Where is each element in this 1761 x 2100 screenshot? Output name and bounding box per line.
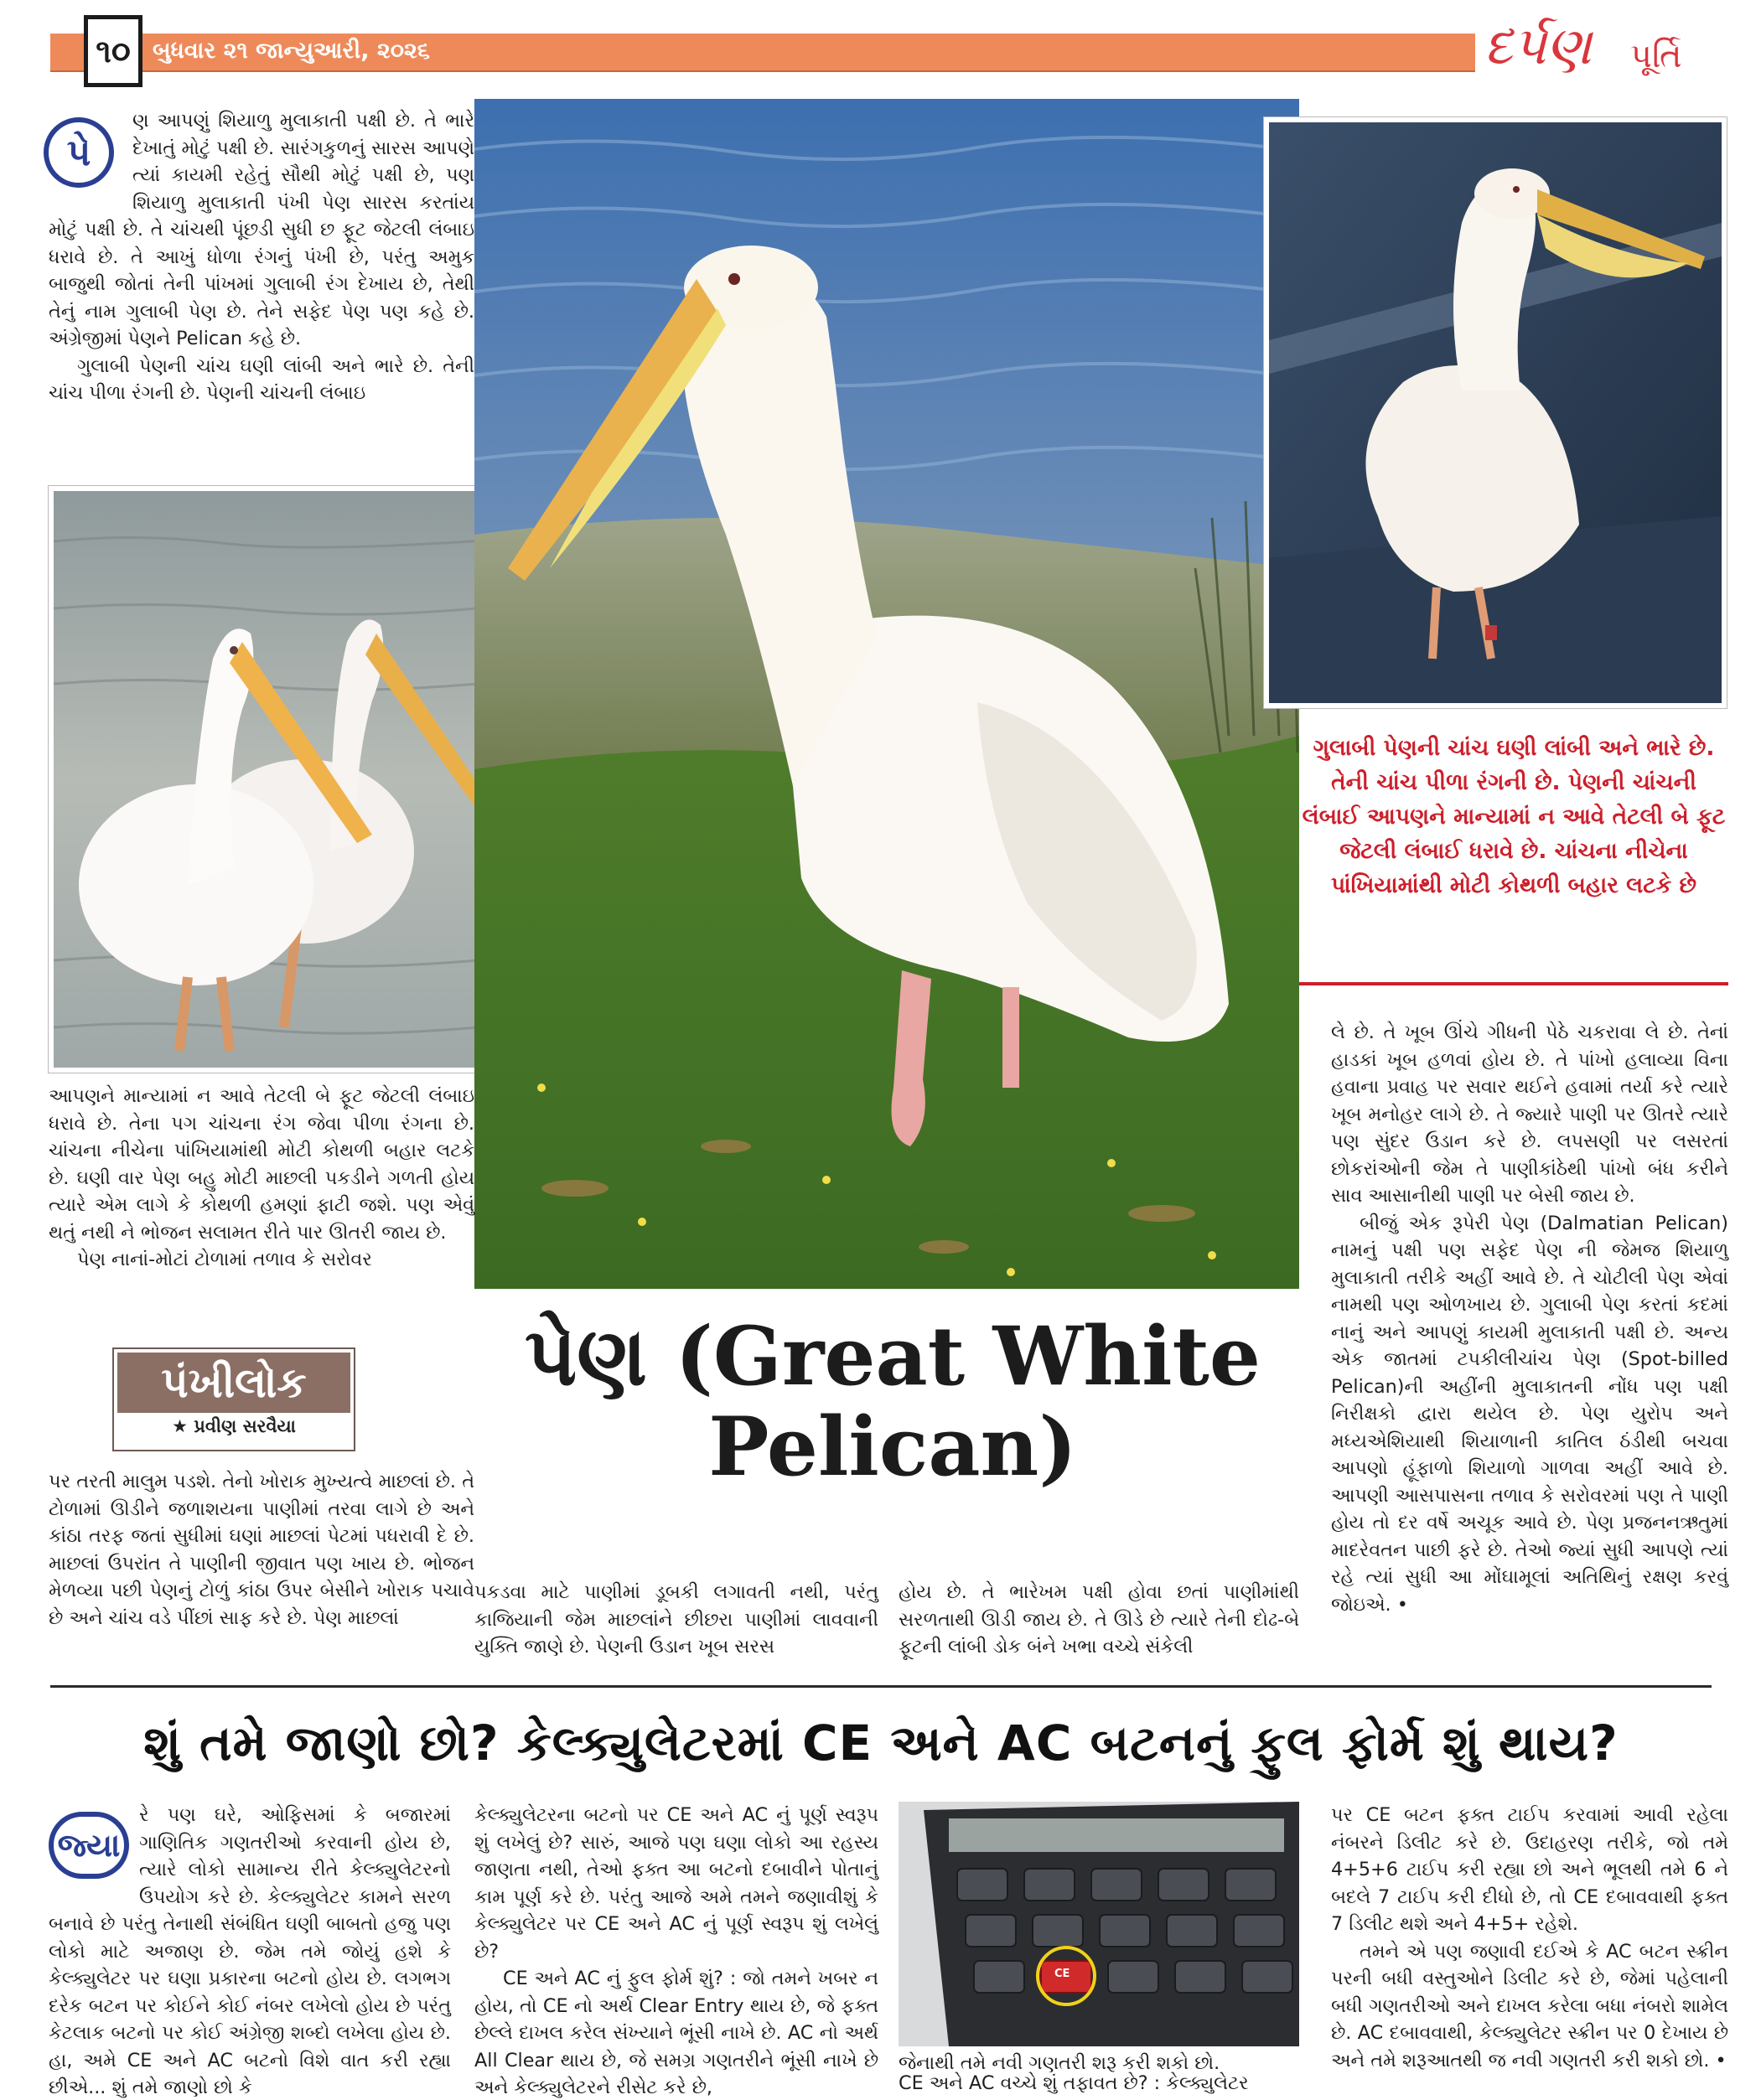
paragraph: ગુલાબી પેણની ચાંચ ઘણી લાંબી અને ભારે છે. તેની ચાંચ પીળા રંગની છે. પેણની ચાંચની લંબાઇ xyxy=(49,354,474,404)
paragraph: પકડવા માટે પાણીમાં ડૂબકી લગાવતી નથી, પરંતુ કાજિયાની જેમ માછલાંને છીછરા પાણીમાં લાવવાની યુક્તિ જાણે છે. પેણની ઉડાન ખૂબ સરસ xyxy=(474,1581,878,1658)
photo-two-pelicans xyxy=(49,486,501,1073)
paragraph: રે પણ ઘરે, ઓફિસમાં કે બજારમાં ગાણિતિક ગણતરીઓ કરવાની હોય છે, ત્યારે લોકો સામાન્ય રીતે કેલ્ક્યુલેટરનો ઉપયોગ કરે છે. કેલ્ક્યુલેટર કામને સરળ બનાવે છે પરંતુ તેનાથી સંબંધિત ઘણી બાબતો હજુ પણ લોકો માટે અજાણ છે. જેમ તમે જોયું હશે કે કેલ્ક્યુલેટર પર ઘણા પ્રકારના બટનો હોય છે. લગભગ દરેક બટન પર કોઈને કોઈ નંબર લખેલો હોય છે પરંતુ કેટલાક બટનો પર કોઈ અંગ્રેજી શબ્દો લખેલા હોય છે. હા, અમે CE અને AC બટનો વિશે વાત કરી રહ્યા છીએ... શું તમે જાણો છો કે xyxy=(49,1804,451,2098)
photo-main-pelican xyxy=(474,99,1299,1289)
photo-calculator xyxy=(899,1802,1299,2046)
title-line-1: પેણ (Great White xyxy=(525,1309,1261,1404)
paragraph: કેલ્ક્યુલેટરના બટનો પર CE અને AC નું પૂર્ણ સ્વરૂપ શું લખેલું છે? સારું, આજે પણ ઘણા લોકો આ રહસ્ય જાણતા નથી, તેઓ ફક્ત આ બટનો દબાવીને પોતાનું કામ પૂર્ણ કરે છે. પરંતુ આજે અમે તમને જણાવીશું કે કેલ્ક્યુલેટર પર CE અને AC નું પૂર્ણ સ્વરૂપ શું લખેલું છે? xyxy=(474,1804,878,1963)
calculator-col3-subhead xyxy=(899,2070,1299,2097)
page-number: ૧૦ xyxy=(84,15,142,87)
paragraph: હોય છે. તે ભારેખમ પક્ષી હોવા છતાં પાણીમાંથી સરળતાથી ઊડી જાય છે. તે ઊડે છે ત્યારે તેની દોઢ-બે ફૂટની લાંબી ડોક બંને ખભા વચ્ચે સંકેલી xyxy=(899,1581,1299,1658)
article-dropcap: પે xyxy=(44,117,114,188)
pull-quote-rule xyxy=(1299,982,1728,985)
author-byline: ★ પ્રવીણ સરવૈયા xyxy=(172,1416,296,1436)
calculator-key-label: CE xyxy=(1054,1968,1070,1980)
calculator-col2 xyxy=(474,1802,878,2100)
article-title xyxy=(474,1311,1312,1492)
paragraph: આપણને માન્યામાં ન આવે તેટલી બે ફૂટ જેટલી લંબાઇ ધરાવે છે. તેના પગ ચાંચના રંગ જેવા પીળા રંગના છે. ચાંચના નીચેના પાંખિયામાંથી મોટી કોથળી બહાર લટકે છે. ઘણી વાર પેણ બહુ મોટી માછલી પકડીને ગળતી હોય ત્યારે એમ લાગે કે કોથળી હમણાં ફાટી જશે. પણ એવું થતું નથી ને ભોજન સલામત રીતે પાર ઊતરી જાય છે. xyxy=(49,1085,474,1244)
paragraph: CE અને AC વચ્ચે શું તફાવત છે? : કેલ્ક્યુલેટર xyxy=(899,2072,1249,2094)
brand-subtitle: પૂર્તિ xyxy=(1630,37,1682,75)
paragraph: પેણ નાનાં-મોટાં ટોળામાં તળાવ કે સરોવર xyxy=(77,1249,372,1270)
calculator-col4 xyxy=(1331,1802,1728,2074)
calculator-headline: શું તમે જાણો છો? કેલ્ક્યુલેટરમાં CE અને AC બટનનું ફુલ ફોર્મ શું થાય? xyxy=(143,1715,1619,1772)
paragraph: જેનાથી તમે નવી ગણતરી શરૂ કરી શકો છો. xyxy=(899,2052,1220,2074)
section-logo: પંખીલોક xyxy=(117,1353,350,1413)
paragraph: બીજું એક રૂપેરી પેણ (Dalmatian Pelican) નામનું પક્ષી પણ સફેદ પેણ ની જેમજ શિયાળુ મુલાકાતી તરીકે અહીં આવે છે. તે ચોટીલી પેણ એવાં નામથી પણ ઓળખાય છે. ગુલાબી પેણ કરતાં કદમાં નાનું અને આપણું કાયમી મુલાકાતી પક્ષી છે. અન્ય એક જાતમાં ટપકીલીચાંચ પેણ (Spot-billed Pelican)ની અહીંની મુલાકાતની નોંધ પણ પક્ષી નિરીક્ષકો દ્વારા થયેલ છે. પેણ યુરોપ અને મધ્યએશિયાથી શિયાળાની કાતિલ ઠંડીથી બચવા આપણો હૂંફાળો શિયાળો ગાળવા અહીં આવે છે. આપણી આસપાસના તળાવ કે સરોવરમાં પણ તે પાણી હોય તો દર વર્ષે અચૂક આવે છે. પેણ પ્રજનનઋતુમાં માદરેવતન પાછી ફરે છે. તેઓ જ્યાં સુધી આપણે ત્યાં રહે ત્યાં સુધી આ મોંઘામૂલાં અતિથિનું રક્ષણ કરવું જોઇએ. • xyxy=(1331,1212,1728,1616)
article-col1-top xyxy=(49,107,474,407)
paragraph: ણ આપણું શિયાળુ મુલાકાતી પક્ષી છે. તે ભારે દેખાતું મોટું પક્ષી છે. સારંગકુળનું સારસ આપણે ત્યાં કાયમી રહેતું સૌથી મોટું પક્ષી છે, પણ શિયાળુ મુલાકાતી પંખી પેણ સારસ કરતાંય મોટું પક્ષી છે. તે ચાંચથી પૂંછડી સુધી છ ફૂટ જેટલી લંબાઇ ધરાવે છે. તે આખું ધોળા રંગનું પંખી છે, પરંતુ અમુક બાજુથી જોતાં તેની પાંખમાં ગુલાબી રંગ દેખાય છે, તેથી તેનું નામ ગુલાબી પેણ છે. તેને સફેદ પેણ પણ કહે છે. અંગ્રેજીમાં પેણને Pelican કહે છે. xyxy=(49,110,474,349)
article-col3-bottom xyxy=(899,1579,1299,1661)
article-col1-mid xyxy=(49,1083,474,1274)
paragraph: પર તરતી માલુમ પડશે. તેનો ખોરાક મુખ્યત્વે માછલાં છે. તે ટોળામાં ઊડીને જળાશયના પાણીમાં તરવા લાગે છે અને કાંઠા તરફ જતાં સુધીમાં ઘણાં માછલાં પેટમાં પધરાવી દે છે. માછલાં ઉપરાંત તે પાણીની જીવાત પણ ખાય છે. ભોજન મેળવ્યા પછી પેણનું ટોળું કાંઠા ઉપર બેસીને ખોરાક પચાવે છે અને ચાંચ વડે પીંછાં સાફ કરે છે. પેણ માછલાં xyxy=(49,1471,474,1629)
calculator-col1 xyxy=(49,1802,451,2100)
issue-date: બુધવાર ૨૧ જાન્યુઆરી, ૨૦૨૬ xyxy=(153,38,430,64)
brand-logo: દર્પણ xyxy=(1484,15,1592,76)
article-col4 xyxy=(1331,1019,1728,1618)
paragraph: લે છે. તે ખૂબ ઊંચે ગીધની પેઠે ચકરાવા લે છે. તેનાં હાડકાં ખૂબ હળવાં હોય છે. તે પાંખો હલાવ્યા વિના હવાના પ્રવાહ પર સવાર થઈને હવામાં તર્યા કરે ત્યારે ખૂબ મનોહર લાગે છે. તે જ્યારે પાણી પર ઊતરે ત્યારે પણ સુંદર ઉડાન કરે છે. લપસણી પર લસરતાં છોકરાંઓની જેમ તે પાણીકાંઠેથી પાંખો બંધ કરીને સાવ આસાનીથી પાણી પર બેસી જાય છે. xyxy=(1331,1022,1728,1207)
section-separator xyxy=(50,1685,1712,1688)
paragraph: CE અને AC નું ફુલ ફોર્મ શું? : જો તમને ખબર ન હોય, તો CE નો અર્થ Clear Entry થાય છે, જે ફક્ત છેલ્લે દાખલ કરેલ સંખ્યાને ભૂંસી નાખે છે. AC નો અર્થ All Clear થાય છે, જે સમગ્ર ગણતરીને ભૂંસી નાખે છે અને કેલ્ક્યુલેટરને રીસેટ કરે છે, xyxy=(474,1968,878,2098)
paragraph: પર CE બટન ફક્ત ટાઈપ કરવામાં આવી રહેલા નંબરને ડિલીટ કરે છે. ઉદાહરણ તરીકે, જો તમે 4+5+6 ટાઈપ કરી રહ્યા છો અને ભૂલથી તમે 6 ને બદલે 7 ટાઈપ કરી દીધો છે, તો CE દબાવવાથી ફક્ત 7 ડિલીટ થશે અને 4+5+ રહેશે. xyxy=(1331,1804,1728,1935)
pull-quote: ગુલાબી પેણની ચાંચ ઘણી લાંબી અને ભારે છે. તેની ચાંચ પીળા રંગની છે. પેણની ચાંચની લંબાઈ આપણને માન્યામાં ન આવે તેટલી બે ફૂટ જેટલી લંબાઈ ધરાવે છે. ચાંચના નીચેના પાંખિયામાંથી મોટી કોથળી બહાર લટકે છે xyxy=(1302,735,1726,898)
title-line-2: Pelican) xyxy=(708,1399,1077,1494)
article-col2-bottom xyxy=(474,1579,878,1661)
article-col1-bottom xyxy=(49,1468,474,1632)
calculator-dropcap: જ્યા xyxy=(49,1812,129,1879)
paragraph: તમને એ પણ જણાવી દઈએ કે AC બટન સ્ક્રીન પરની બધી વસ્તુઓને ડિલીટ કરે છે, જેમાં પહેલાની બધી ગણતરીઓ અને દાખલ કરેલા બધા નંબરો શામેલ છે. AC દબાવવાથી, કેલ્ક્યુલેટર સ્ક્રીન પર 0 દેખાય છે અને તમે શરૂઆતથી જ નવી ગણતરી કરી શકો છો. • xyxy=(1331,1940,1728,2072)
photo-standing-pelican xyxy=(1264,117,1727,708)
header-rule xyxy=(50,70,1475,72)
